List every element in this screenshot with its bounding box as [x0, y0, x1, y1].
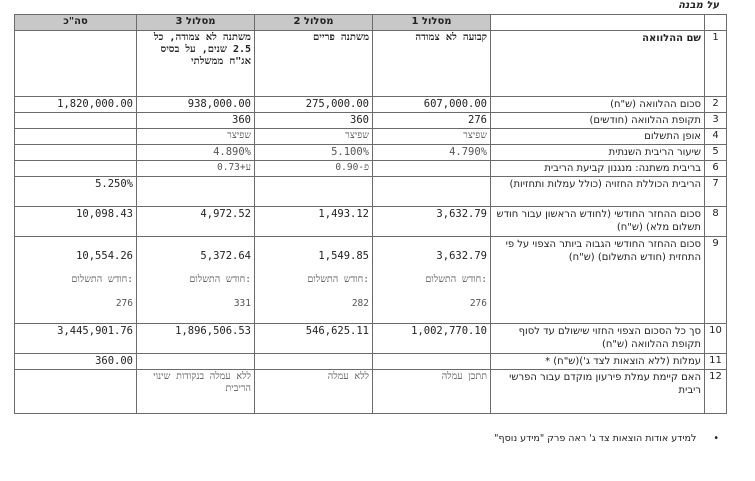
- track-1-value: [373, 161, 491, 177]
- row-label: סכום ההלוואה (ש"ח): [491, 97, 705, 113]
- track-2-value: 546,625.11: [255, 324, 373, 354]
- table-row: [15, 129, 727, 145]
- track-2-value: 275,000.00: [255, 97, 373, 113]
- header-track-2: מסלול 2: [255, 15, 373, 31]
- table-row: [15, 370, 727, 414]
- footnote-text: למידע אודות הוצאות צד ג' ראה פרק "מידע נוסף": [494, 433, 697, 444]
- header-blank-label: [491, 15, 705, 31]
- row-number: 9: [705, 237, 727, 324]
- payment-month: 276: [469, 298, 487, 309]
- table-row: [15, 113, 727, 129]
- row-label: עמלות (ללא הוצאות לצד ג')(ש"ח) *: [491, 354, 705, 370]
- table-row: [15, 161, 727, 177]
- table-row: [15, 145, 727, 161]
- row-number: 7: [705, 177, 727, 207]
- track-1-value: 3,632.79: [373, 207, 491, 237]
- total-value: [15, 161, 137, 177]
- total-value: 10,098.43: [15, 207, 137, 237]
- row-number: 12: [705, 370, 727, 414]
- track-2-value: שפיצר: [255, 129, 373, 145]
- header-total: סה"כ: [15, 15, 137, 31]
- track-2-value: [255, 237, 373, 324]
- track-1-value: תתכן עמלה: [373, 370, 491, 414]
- row-number: 4: [705, 129, 727, 145]
- row-number: 8: [705, 207, 727, 237]
- track-1-value: קבועה לא צמודה: [373, 31, 491, 97]
- total-value: [15, 31, 137, 97]
- track-1-value: [373, 354, 491, 370]
- track-1-value: שפיצר: [373, 129, 491, 145]
- track-3-value: 4,972.52: [137, 207, 255, 237]
- track-2-value: ללא עמלה: [255, 370, 373, 414]
- payment-month: 331: [233, 298, 251, 309]
- row-label: שיעור הריבית השנתית: [491, 145, 705, 161]
- track-2-value: 5.100%: [255, 145, 373, 161]
- payment-month-label: חודש התשלום:: [71, 274, 133, 285]
- total-value: 5.250%: [15, 177, 137, 207]
- track-3-value: 360: [137, 113, 255, 129]
- row-label: שם ההלוואה: [491, 31, 705, 97]
- top-note: על מבנה: [678, 0, 719, 11]
- track-3-value: [137, 177, 255, 207]
- row-number: 2: [705, 97, 727, 113]
- total-value: [15, 113, 137, 129]
- track-3-value: ללא עמלה בנקודות שינוי הריבית: [137, 370, 255, 414]
- highest-payment: 10,554.26: [76, 250, 133, 262]
- row-number: 5: [705, 145, 727, 161]
- track-2-value: פ-0.90: [255, 161, 373, 177]
- highest-payment: 5,372.64: [200, 250, 251, 262]
- payment-month: 282: [351, 298, 369, 309]
- track-3-value: שפיצר: [137, 129, 255, 145]
- row-label: סכום ההחזר החודשי הגבוה ביותר הצפוי על פי התחזית (חודש התשלום) (ש"ח): [491, 237, 705, 324]
- track-2-value: [255, 354, 373, 370]
- total-value: [15, 129, 137, 145]
- row-number: 1: [705, 31, 727, 97]
- footnote: [494, 433, 719, 444]
- track-3-value: [137, 354, 255, 370]
- highest-payment: 3,632.79: [436, 250, 487, 262]
- table-row: [15, 31, 727, 97]
- track-2-value: 1,493.12: [255, 207, 373, 237]
- track-3-value: 1,896,506.53: [137, 324, 255, 354]
- track-1-value: 607,000.00: [373, 97, 491, 113]
- track-2-value: 360: [255, 113, 373, 129]
- table-row: [15, 324, 727, 354]
- row-label: האם קיימת עמלת פירעון מוקדם עבור הפרשי ריבית: [491, 370, 705, 414]
- row-label: סך כל הסכום הצפוי החזוי שישולם עד לסוף תקופת ההלוואה (ש"ח): [491, 324, 705, 354]
- footnote-bullet: •: [713, 433, 719, 444]
- track-1-value: 4.790%: [373, 145, 491, 161]
- total-value: 1,820,000.00: [15, 97, 137, 113]
- track-3-value: ע+0.73: [137, 161, 255, 177]
- row-label: סכום ההחזר החודשי (לחודש הראשון עבור חודש תשלום מלא) (ש"ח): [491, 207, 705, 237]
- track-1-value: 276: [373, 113, 491, 129]
- total-value: [15, 237, 137, 324]
- total-value: [15, 145, 137, 161]
- track-3-value: 938,000.00: [137, 97, 255, 113]
- track-2-value: משתנה פריים: [255, 31, 373, 97]
- table-header-row: [15, 15, 727, 31]
- total-value: 3,445,901.76: [15, 324, 137, 354]
- track-3-value: 4.890%: [137, 145, 255, 161]
- payment-month: 276: [115, 298, 133, 309]
- row-number: 3: [705, 113, 727, 129]
- mortgage-comparison-table: [14, 14, 727, 414]
- track-3-value: משתנה לא צמודה, כל 2.5 שנים, על בסיס אג"ח ממשלתי: [137, 31, 255, 97]
- track-1-value: 1,002,770.10: [373, 324, 491, 354]
- total-value: [15, 370, 137, 414]
- header-blank-num: [705, 15, 727, 31]
- row-label: בריבית משתנה: מנגנון קביעת הריבית: [491, 161, 705, 177]
- payment-month-label: חודש התשלום:: [189, 274, 251, 285]
- payment-month-label: חודש התשלום:: [425, 274, 487, 285]
- header-track-1: מסלול 1: [373, 15, 491, 31]
- row-label: אופן התשלום: [491, 129, 705, 145]
- table-row: [15, 354, 727, 370]
- row-label: הריבית הכוללת החזויה (כולל עמלות ותחזיות): [491, 177, 705, 207]
- track-1-value: [373, 177, 491, 207]
- track-3-value: [137, 237, 255, 324]
- highest-payment: 1,549.85: [318, 250, 369, 262]
- table-row: [15, 177, 727, 207]
- track-1-value: [373, 237, 491, 324]
- header-track-3: מסלול 3: [137, 15, 255, 31]
- total-value: 360.00: [15, 354, 137, 370]
- table-row: [15, 207, 727, 237]
- row-number: 10: [705, 324, 727, 354]
- table-row: [15, 237, 727, 324]
- payment-month-label: חודש התשלום:: [307, 274, 369, 285]
- track-2-value: [255, 177, 373, 207]
- row-number: 11: [705, 354, 727, 370]
- table-row: [15, 97, 727, 113]
- row-label: תקופת ההלוואה (חודשים): [491, 113, 705, 129]
- row-number: 6: [705, 161, 727, 177]
